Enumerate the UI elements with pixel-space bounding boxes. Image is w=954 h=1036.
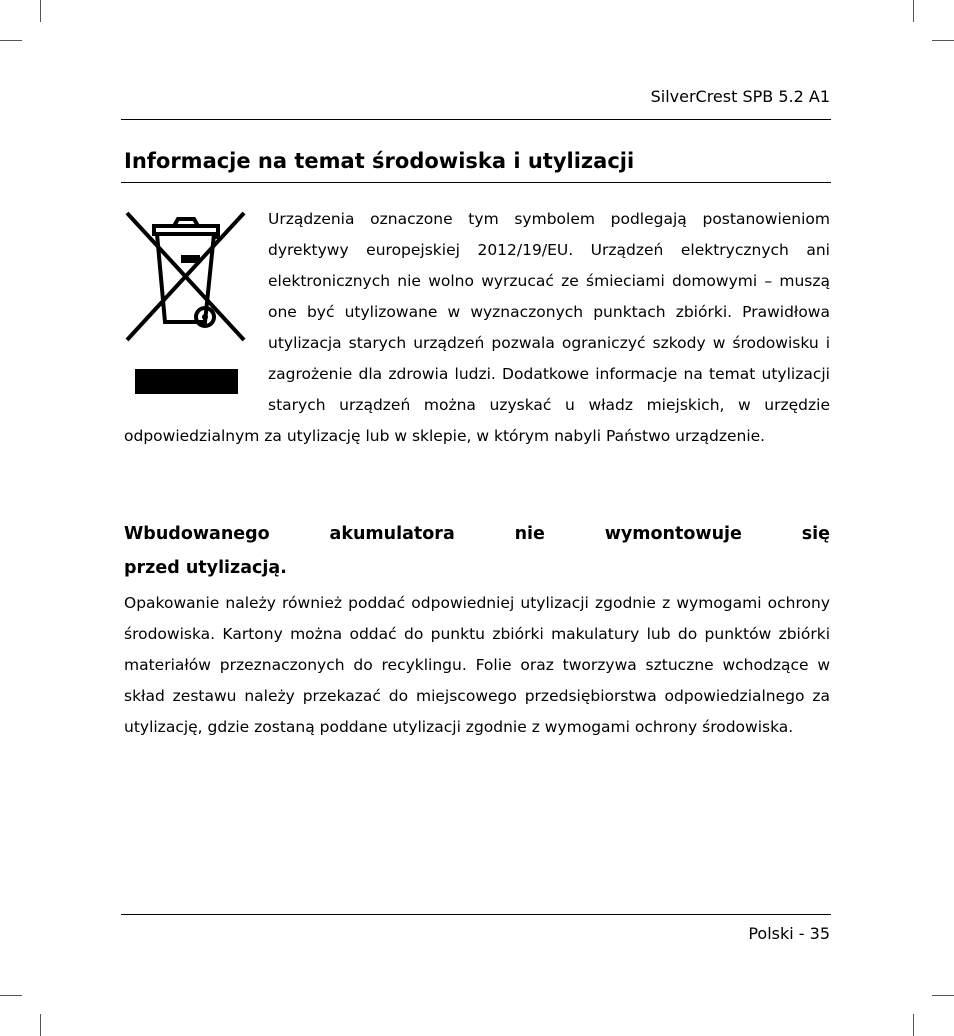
footer-rule	[121, 914, 831, 915]
header-rule	[121, 119, 831, 120]
disposal-info	[124, 204, 830, 452]
crop-mark	[40, 0, 41, 22]
battery-warning-line1: Wbudowanego akumulatora nie wymontowuje się	[124, 524, 830, 544]
crop-mark	[913, 0, 914, 22]
weee-bin-icon	[124, 210, 248, 396]
section-title: Informacje na temat środowiska i utylizacji	[124, 149, 635, 173]
battery-warning	[124, 517, 830, 585]
running-header: SilverCrest SPB 5.2 A1	[650, 87, 830, 106]
crop-mark	[932, 995, 954, 996]
packaging-paragraph: Opakowanie należy również poddać odpowiedniej utylizacji zgodnie z wymogami ochrony środowiska. Kartony można oddać do punktu zbiórki makulatury lub do punktów zbiórki materiałów przeznaczonych do recyklingu. Folie oraz tworzywa sztuczne wchodzące w skład zestawu należy przekazać do miejscowego przedsiębiorstwa odpowiedzialnego za utylizację, gdzie zostaną poddane utylizacji zgodnie z wymogami ochrony środowiska.	[124, 594, 830, 736]
page-number: Polski - 35	[748, 924, 830, 943]
crop-mark	[40, 1014, 41, 1036]
intro-paragraph: Urządzenia oznaczone tym symbolem podlegają postanowieniom dyrektywy europejskiej 2012/19/EU. Urządzeń elektrycznych ani elektronicznych nie wolno wyrzucać ze śmieciami domowymi – muszą one być utylizowane w wyznaczonych punktach zbiórki. Prawidłowa utylizacja starych urządzeń pozwala ograniczyć szkody w środowisku i zagrożenie dla zdrowia ludzi. Dodatkowe informacje na temat utylizacji starych urządzeń można uzyskać u władz miejskich, w urzędzie odpowiedzialnym za utylizację lub w sklepie, w którym nabyli Państwo urządzenie.	[124, 210, 830, 445]
crop-mark	[932, 40, 954, 41]
title-rule	[121, 182, 831, 183]
crop-mark	[913, 1014, 914, 1036]
battery-warning-line2: przed utylizacją.	[124, 558, 287, 578]
crop-mark	[0, 995, 22, 996]
crop-mark	[0, 40, 22, 41]
